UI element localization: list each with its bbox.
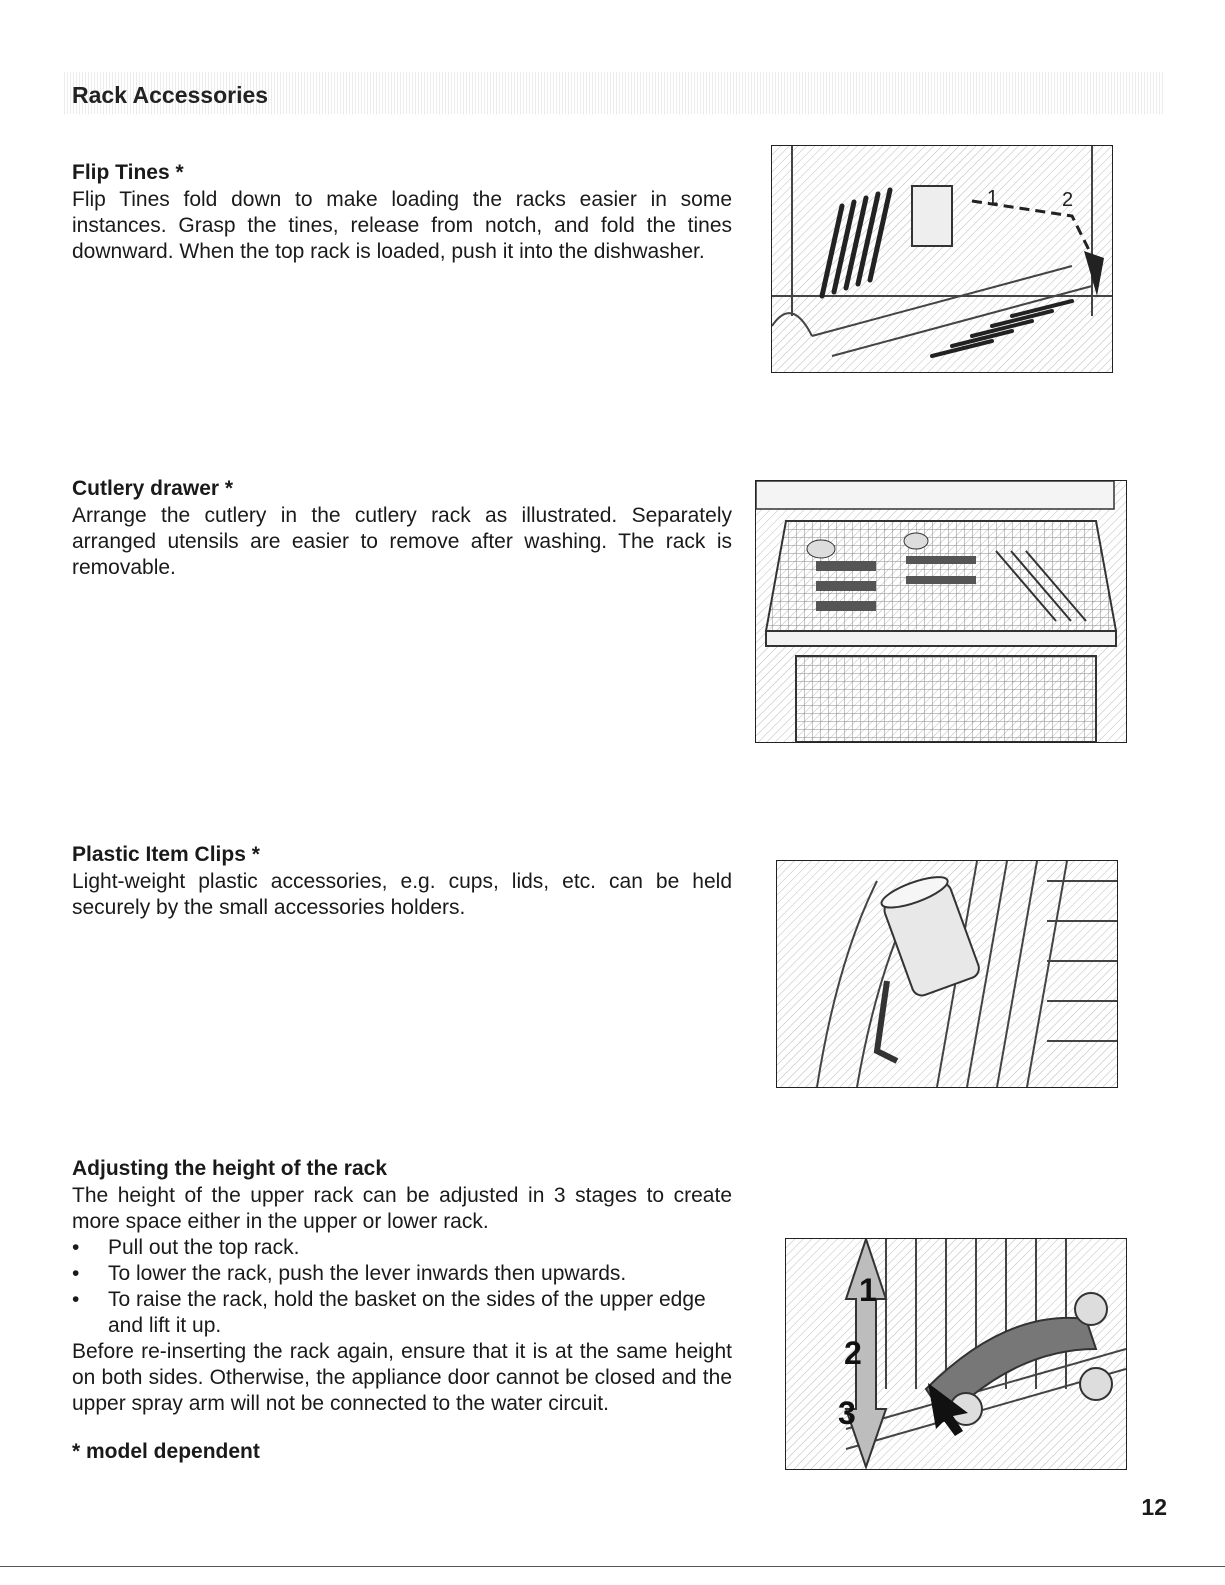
list-item — [72, 1235, 732, 1261]
section-flip-tines — [72, 160, 732, 265]
page-title: Rack Accessories — [72, 82, 269, 108]
rack-height-outro: Before re-inserting the rack again, ensure that it is at the same height on both sides. Otherwise, the appliance door cannot be closed and the upper spray arm will not be connected to the water circuit. — [72, 1340, 732, 1415]
plastic-clips-illustration — [776, 860, 1118, 1088]
flip-tines-text: Flip Tines fold down to make loading the racks easier in some instances. Grasp the tines, release from notch, and fold the tines downward. When the top rack is loaded, push it into the dishwasher. — [72, 188, 732, 263]
flip-tines-label-2: 2 — [1062, 189, 1074, 211]
plastic-clips-heading: Plastic Item Clips * — [72, 843, 260, 866]
flip-tines-drawing — [772, 146, 1112, 372]
plastic-clips-drawing — [777, 861, 1117, 1087]
section-plastic-clips — [72, 842, 732, 921]
rack-height-label-3: 3 — [838, 1395, 856, 1431]
cutlery-drawer-illustration — [755, 480, 1127, 743]
step-text: To raise the rack, hold the basket on the sides of the upper edge and lift it up. — [108, 1288, 706, 1337]
flip-tines-heading: Flip Tines * — [72, 161, 184, 184]
rack-height-heading: Adjusting the height of the rack — [72, 1157, 388, 1180]
list-item — [72, 1287, 732, 1339]
footnote: * model dependent — [72, 1440, 260, 1463]
rack-height-drawing — [786, 1239, 1126, 1469]
bullet: • — [72, 1288, 80, 1311]
step-text: To lower the rack, push the lever inwards then upwards. — [108, 1262, 627, 1285]
cutlery-drawer-drawing — [756, 481, 1126, 742]
list-item — [72, 1261, 732, 1287]
bottom-rule — [0, 1566, 1225, 1567]
bullet: • — [72, 1262, 80, 1285]
section-cutlery-drawer — [72, 476, 732, 581]
page-number: 12 — [1141, 1494, 1167, 1520]
step-text: Pull out the top rack. — [108, 1236, 300, 1259]
flip-tines-illustration — [771, 145, 1113, 373]
bullet: • — [72, 1236, 80, 1259]
flip-tines-label-1: 1 — [987, 187, 999, 209]
rack-height-intro: The height of the upper rack can be adjusted in 3 stages to create more space either in the upper or lower rack. — [72, 1184, 732, 1233]
cutlery-drawer-text: Arrange the cutlery in the cutlery rack as illustrated. Separately arranged utensils are easier to remove after washing. The rack is removable. — [72, 504, 732, 579]
rack-height-label-1: 1 — [859, 1272, 877, 1308]
plastic-clips-text: Light-weight plastic accessories, e.g. cups, lids, etc. can be held securely by the small accessories holders. — [72, 870, 732, 919]
rack-height-label-2: 2 — [844, 1335, 862, 1371]
rack-height-steps — [72, 1235, 732, 1339]
rack-height-illustration — [785, 1238, 1127, 1470]
cutlery-drawer-heading: Cutlery drawer * — [72, 477, 234, 500]
section-rack-height — [72, 1156, 732, 1417]
